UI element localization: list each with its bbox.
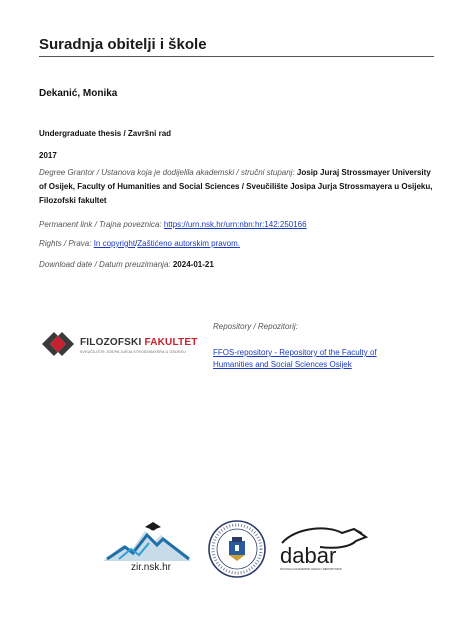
dabar-logo-icon — [276, 523, 374, 571]
rights — [39, 237, 439, 251]
degree-grantor-label: Degree Grantor / Ustanova koja je dodijelila akademski / stručni stupanj: — [39, 168, 295, 177]
thesis-year: 2017 — [39, 151, 57, 160]
institution-name-part2: FAKULTET — [144, 337, 198, 348]
filozofski-fakultet-logo-icon — [40, 330, 76, 358]
zir-text: zir.nsk.hr — [131, 562, 172, 573]
university-seal-icon — [207, 519, 267, 579]
repository-label: Repository / Repozitorij: — [213, 322, 298, 331]
rights-label: Rights / Prava: — [39, 239, 92, 248]
degree-grantor — [39, 166, 439, 208]
zir-logo-icon — [101, 519, 196, 563]
page-title: Suradnja obitelji i škole — [39, 36, 207, 53]
permanent-link-label: Permanent link / Trajna poveznica: — [39, 220, 162, 229]
institution-subtitle: SVEUČILIŠTE JOSIPA JURJA STROSSMAYERA U OSIJEKU — [80, 350, 186, 354]
author-name: Dekanić, Monika — [39, 88, 118, 99]
download-date — [39, 258, 439, 272]
dabar-subtitle: DIGITALNI AKADEMSKI ARHIVI I REPOZITORIJI — [280, 567, 342, 571]
rights-separator: / — [135, 239, 138, 248]
permanent-link — [39, 218, 439, 232]
permanent-link-url[interactable]: https://urn.nsk.hr/urn:nbn:hr:142:250166 — [163, 220, 307, 229]
degree-grantor-value: Josip Juraj Strossmayer University of Osijek, Faculty of Humanities and Social Sciences / Sveučilište Josipa Jurja Strossmayera u Osijeku, Filozofski fakultet — [39, 168, 433, 205]
dabar-text: dabar — [280, 543, 337, 568]
repository-link[interactable]: FFOS-repository - Repository of the Faculty of Humanities and Social Sciences Osijek — [213, 348, 377, 369]
thesis-type: Undergraduate thesis / Završni rad — [39, 129, 172, 138]
institution-name-part1: FILOZOFSKI — [80, 337, 142, 348]
title-divider — [39, 56, 434, 57]
institution-name — [80, 337, 198, 348]
rights-link-zasticeno[interactable]: Zaštićeno autorskim pravom. — [137, 239, 240, 248]
rights-link-in-copyright[interactable]: In copyright — [93, 239, 136, 248]
download-date-label: Download date / Datum preuzimanja: — [39, 260, 171, 269]
download-date-value: 2024-01-21 — [172, 260, 214, 269]
